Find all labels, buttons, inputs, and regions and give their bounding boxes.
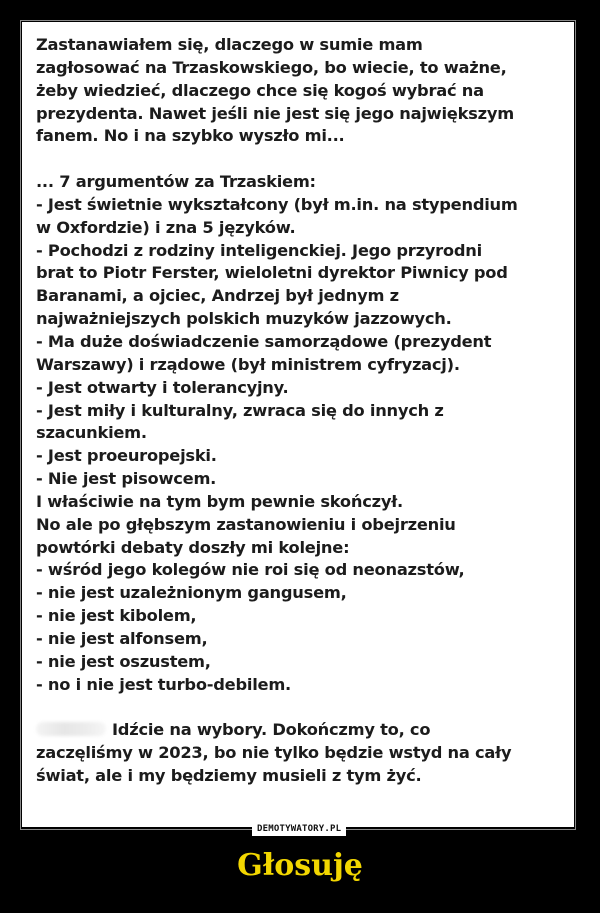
post-line: I właściwie na tym bym pewnie skończył.: [36, 491, 403, 511]
post-line: - Jest otwarty i tolerancyjny.: [36, 377, 289, 397]
post-image: [22, 22, 574, 827]
post-line: w Oxfordzie) i zna 5 języków.: [36, 217, 296, 237]
post-line: powtórki debaty doszły mi kolejne:: [36, 537, 350, 557]
post-line: - Jest miły i kulturalny, zwraca się do innych z: [36, 400, 444, 420]
post-line: - wśród jego kolegów nie roi się od neonazstów,: [36, 560, 465, 580]
post-line: zaczęliśmy w 2023, bo nie tylko będzie wstyd na cały: [36, 743, 512, 763]
post-line: brat to Piotr Ferster, wieloletni dyrektor Piwnicy pod: [36, 263, 508, 283]
paragraph-gap: [36, 148, 566, 171]
post-line: - nie jest kibolem,: [36, 606, 197, 626]
post-line: fanem. No i na szybko wyszło mi...: [36, 126, 345, 146]
blurred-text: [36, 722, 106, 736]
post-line: żeby wiedzieć, dlaczego chce się kogoś wybrać na: [36, 80, 484, 100]
post-line: - nie jest oszustem,: [36, 651, 211, 671]
post-line: zagłosować na Trzaskowskiego, bo wiecie, to ważne,: [36, 57, 507, 77]
post-line: prezydenta. Nawet jeśli nie jest się jego największym: [36, 103, 514, 123]
post-line: świat, ale i my będziemy musieli z tym żyć.: [36, 766, 422, 785]
post-line: - Ma duże doświadczenie samorządowe (prezydent: [36, 331, 492, 351]
post-line: - Jest świetnie wykształcony (był m.in. na stypendium: [36, 194, 518, 214]
post-line: najważniejszych polskich muzyków jazzowych.: [36, 309, 452, 329]
watermark: DEMOTYWATORY.PL: [252, 823, 346, 836]
post-line: - nie jest uzależnionym gangusem,: [36, 583, 347, 603]
paragraph-gap: [36, 696, 566, 719]
post-line: - Jest proeuropejski.: [36, 446, 217, 466]
post-line: szacunkiem.: [36, 423, 147, 443]
post-line: - no i nie jest turbo-debilem.: [36, 674, 291, 694]
post-line: Idźcie na wybory. Dokończmy to, co: [112, 720, 431, 740]
post-line: - Pochodzi z rodziny inteligenckiej. Jego przyrodni: [36, 240, 482, 260]
post-line: - nie jest alfonsem,: [36, 628, 208, 648]
post-line: ... 7 argumentów za Trzaskiem:: [36, 172, 316, 192]
post-line: No ale po głębszym zastanowieniu i obejrzeniu: [36, 514, 456, 534]
post-line: Zastanawiałem się, dlaczego w sumie mam: [36, 35, 423, 54]
post-line: - Nie jest pisowcem.: [36, 469, 217, 489]
post-line: Warszawy) i rządowe (był ministrem cyfryzacj).: [36, 354, 460, 374]
post-line-with-blur: [36, 719, 566, 742]
post-line: Baranami, a ojciec, Andrzej był jednym z: [36, 286, 399, 306]
caption-title: Głosuję: [237, 848, 363, 883]
post-text: [36, 34, 566, 788]
